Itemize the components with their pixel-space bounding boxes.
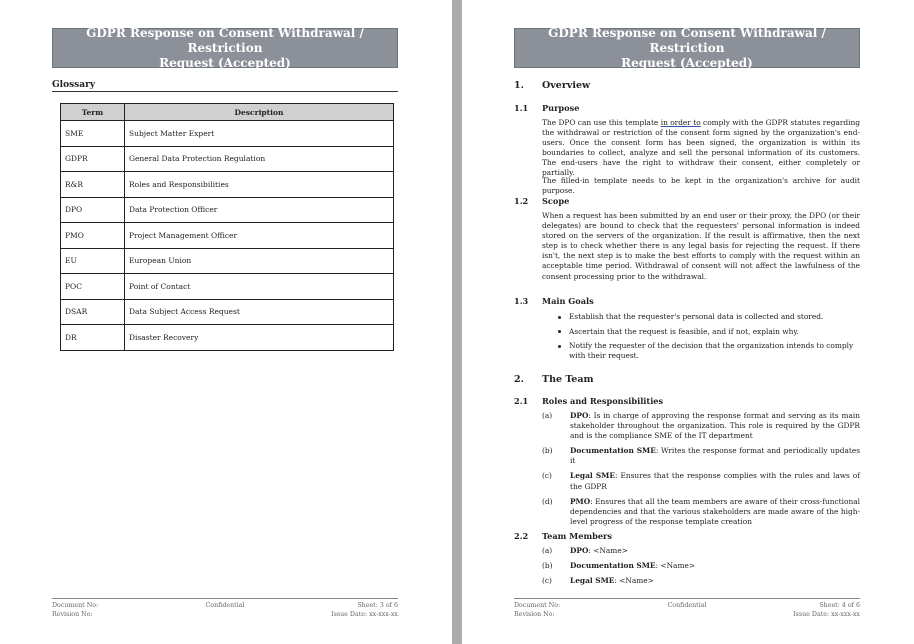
footer-sheet: Sheet: 3 of 6 bbox=[357, 602, 398, 609]
purpose-paragraph-2: The filled-in template needs to be kept in the organization's archive for audit purpose. bbox=[542, 176, 860, 196]
description-cell: Project Management Officer bbox=[125, 223, 394, 249]
document-title-banner bbox=[514, 25, 860, 70]
term-cell: DPO bbox=[61, 197, 125, 223]
title-line-2: Request (Accepted) bbox=[621, 55, 753, 70]
title-line-2: Request (Accepted) bbox=[159, 55, 291, 70]
list-item: (b) Documentation SME: <Name> bbox=[542, 561, 696, 571]
description-cell: General Data Protection Regulation bbox=[125, 146, 394, 172]
footer-sheet: Sheet: 4 of 6 bbox=[819, 602, 860, 609]
table-row bbox=[61, 146, 394, 172]
spellcheck-underlined-phrase: in order to bbox=[660, 118, 701, 127]
table-row bbox=[61, 197, 394, 223]
list-item: (c) Legal SME: <Name> bbox=[542, 576, 654, 586]
roles-list bbox=[542, 411, 860, 532]
footer-document-no: Document No: bbox=[52, 602, 99, 609]
footer-issue-date: Issue Date: xx-xxx-xx bbox=[793, 611, 860, 618]
list-item: Establish that the requester's personal data is collected and stored. bbox=[554, 312, 860, 322]
footer-confidential: Confidential bbox=[205, 602, 245, 609]
term-cell: PMO bbox=[61, 223, 125, 249]
scope-paragraph: When a request has been submitted by an end user or their proxy, the DPO (or their delegates) are bound to check that the requesters' personal information is indeed stored on the servers of the organization. If the result is affirmative, then the next step is to check whether there is any legal basis for rejecting the request. If there isn't, the next step is to make the best efforts to comply with the request within an acceptable time period. Withdrawal of consent will not affect the lawfulness of the consent processing prior to the withdrawal. bbox=[542, 211, 860, 281]
subsection-heading-main-goals: 1.3 Main Goals bbox=[514, 296, 594, 306]
glossary-heading: Glossary bbox=[52, 80, 398, 92]
table-row bbox=[61, 248, 394, 274]
page-footer bbox=[514, 598, 860, 619]
subsection-heading-scope: 1.2 Scope bbox=[514, 196, 570, 206]
title-line-1: GDPR Response on Consent Withdrawal / Restriction bbox=[548, 25, 826, 55]
list-item: Notify the requester of the decision that the organization intends to comply with their request. bbox=[554, 341, 860, 361]
list-item: (d) PMO: Ensures that all the team members are aware of their cross-functional dependencies and that the various stakeholders are made aware of the high-level progress of the response template creation bbox=[542, 496, 860, 526]
description-cell: Roles and Responsibilities bbox=[125, 172, 394, 198]
list-item: (a) DPO: Is in charge of approving the response format and serving as its main stakeholder throughout the organization. This role is required by the GDPR and is the compliance SME of the IT department bbox=[542, 411, 860, 441]
term-cell: SME bbox=[61, 121, 125, 147]
term-cell: DR bbox=[61, 325, 125, 351]
glossary-table bbox=[60, 103, 394, 351]
list-item: (c) Legal SME: Ensures that the response complies with the rules and laws of the GDPR bbox=[542, 471, 860, 491]
purpose-paragraph-1: The DPO can use this template in order to comply with the GDPR statutes regarding the withdrawal or restriction of the consent form signed by the organization's end-users. Once the consent form has been signed, the organization is within its boundaries to collect, analyze and sell the personal information of its customers. The end-users have the right to withdraw their consent, either completely or partially. bbox=[542, 118, 860, 178]
description-cell: Subject Matter Expert bbox=[125, 121, 394, 147]
column-header-term: Term bbox=[61, 104, 125, 121]
list-item: (a) DPO: <Name> bbox=[542, 546, 628, 555]
table-row bbox=[61, 325, 394, 351]
section-heading-overview: 1. Overview bbox=[514, 80, 591, 91]
footer-revision-no: Revision No: bbox=[52, 611, 93, 618]
column-header-description: Description bbox=[125, 104, 394, 121]
footer-document-no: Document No: bbox=[514, 602, 561, 609]
page-4 bbox=[462, 0, 914, 644]
section-heading-the-team: 2. The Team bbox=[514, 374, 594, 385]
description-cell: Disaster Recovery bbox=[125, 325, 394, 351]
page-footer bbox=[52, 598, 398, 619]
subsection-heading-purpose: 1.1 Purpose bbox=[514, 103, 580, 113]
description-cell: European Union bbox=[125, 248, 394, 274]
term-cell: GDPR bbox=[61, 146, 125, 172]
main-goals-list bbox=[554, 312, 860, 366]
page-3 bbox=[0, 0, 452, 644]
footer-confidential: Confidential bbox=[667, 602, 707, 609]
footer-revision-no: Revision No: bbox=[514, 611, 555, 618]
table-row bbox=[61, 172, 394, 198]
list-item: (b) Documentation SME: Writes the response format and periodically updates it bbox=[542, 446, 861, 466]
list-item: Ascertain that the request is feasible, and if not, explain why. bbox=[554, 327, 860, 337]
table-row bbox=[61, 299, 394, 325]
description-cell: Data Subject Access Request bbox=[125, 299, 394, 325]
term-cell: DSAR bbox=[61, 299, 125, 325]
subsection-heading-team-members: 2.2 Team Members bbox=[514, 531, 612, 541]
title-line-1: GDPR Response on Consent Withdrawal / Restriction bbox=[86, 25, 364, 55]
document-title-banner bbox=[52, 25, 398, 70]
description-cell: Point of Contact bbox=[125, 274, 394, 300]
table-row bbox=[61, 121, 394, 147]
table-row bbox=[61, 223, 394, 249]
team-members-list bbox=[542, 546, 860, 591]
table-row bbox=[61, 274, 394, 300]
description-cell: Data Protection Officer bbox=[125, 197, 394, 223]
term-cell: EU bbox=[61, 248, 125, 274]
table-header-row bbox=[61, 104, 394, 121]
term-cell: POC bbox=[61, 274, 125, 300]
subsection-heading-roles: 2.1 Roles and Responsibilities bbox=[514, 396, 664, 406]
footer-issue-date: Issue Date: xx-xxx-xx bbox=[331, 611, 398, 618]
term-cell: R&R bbox=[61, 172, 125, 198]
